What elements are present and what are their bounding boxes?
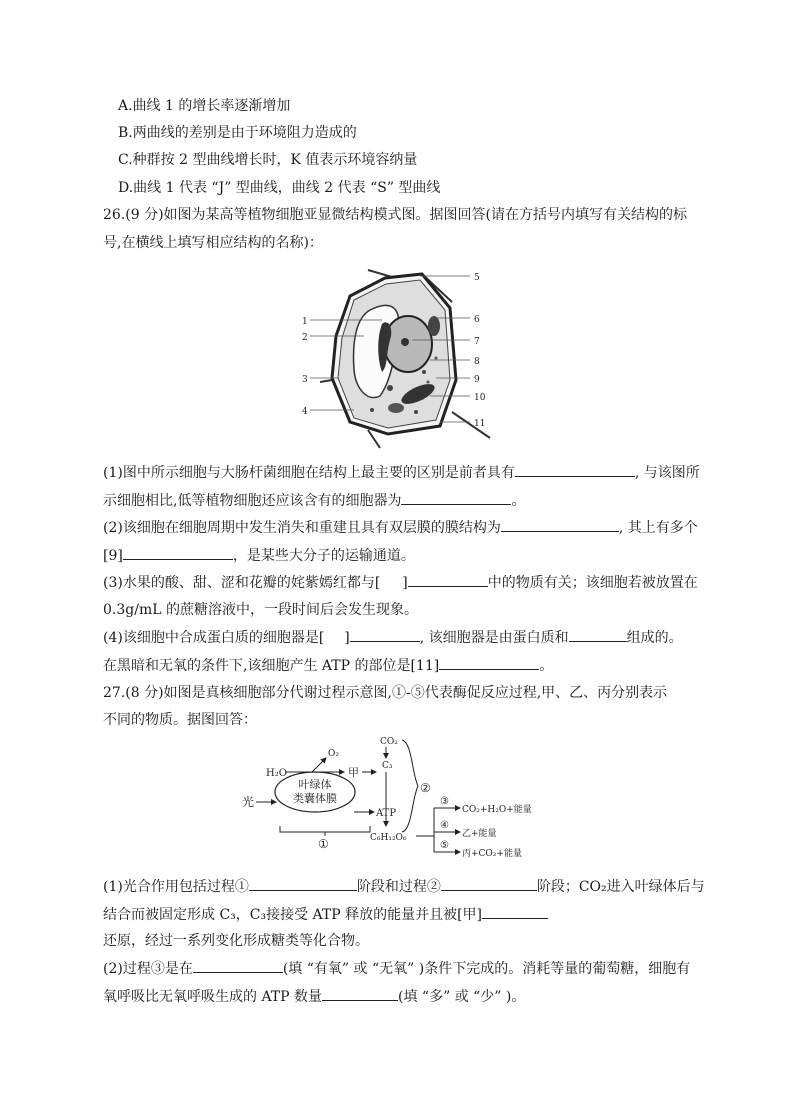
light-label: 光 xyxy=(242,795,255,809)
q26-part3-line1: (3)水果的酸、甜、涩和花瓣的姹紫嫣红都与[ ] 中的物质有关；该细胞若被放置在 xyxy=(103,572,698,593)
glucose-label: C₆H₁₂O₆ xyxy=(370,833,407,843)
q26-part4-line2: 在黑暗和无氧的条件下,该细胞产生 ATP 的部位是[11] 。 xyxy=(103,655,553,676)
answer-blank[interactable] xyxy=(193,958,283,973)
cell-label-7: 7 xyxy=(474,337,480,347)
answer-blank[interactable] xyxy=(350,627,420,642)
q27-part2-line1: (2)过程③是在 (填 “有氧” 或 “无氧” )条件下完成的。消耗等量的葡萄糖，细胞有 xyxy=(103,958,690,979)
process-5-label: ⑤ xyxy=(440,840,449,851)
answer-blank[interactable] xyxy=(401,490,511,505)
q26-stem-line2: 号,在横线上填写相应结构的名称)： xyxy=(103,235,323,251)
q26-part4-line1: (4)该细胞中合成蛋白质的细胞器是[ ] , 该细胞器是由蛋白质和 组成的。 xyxy=(103,627,683,648)
cell-label-3: 3 xyxy=(302,375,308,385)
aerobic-product-label: CO₂+H₂O+能量 xyxy=(462,805,532,815)
q26-part2-line2: [9] ，是某些大分子的运输通道。 xyxy=(103,545,415,566)
cell-label-8: 8 xyxy=(474,357,480,367)
cell-label-2: 2 xyxy=(302,333,308,343)
q26-part1-line2: 示细胞相比,低等植物细胞还应该含有的细胞器为 。 xyxy=(103,490,525,511)
cell-label-5: 5 xyxy=(474,273,480,283)
answer-blank[interactable] xyxy=(408,572,488,587)
cell-label-1: 1 xyxy=(302,317,308,327)
cell-label-11: 11 xyxy=(474,419,486,429)
q27-part1-line1: (1)光合作用包括过程① 阶段和过程② 阶段；CO₂进入叶绿体后与 xyxy=(103,876,705,897)
cell-label-4: 4 xyxy=(302,407,308,417)
answer-blank[interactable] xyxy=(515,462,635,477)
process-1-label: ① xyxy=(318,837,329,851)
process-3-label: ③ xyxy=(440,796,449,807)
chloroplast-label: 叶绿体 xyxy=(298,778,332,791)
q27-part1-line2: 结合而被固定形成 C₃，C₃接接受 ATP 释放的能量并且被[甲] xyxy=(103,904,548,925)
cell-label-10: 10 xyxy=(474,393,486,403)
option-a: A.曲线 1 的增长率逐渐增加 xyxy=(118,98,291,114)
atp-label: ATP xyxy=(376,808,397,819)
h2o-label: H₂O xyxy=(266,768,287,779)
answer-blank[interactable] xyxy=(439,655,539,670)
thylakoid-membrane-label: 类囊体膜 xyxy=(293,792,337,805)
plant-cell-figure xyxy=(290,262,510,452)
answer-blank[interactable] xyxy=(501,517,619,532)
cell-label-6: 6 xyxy=(474,315,480,325)
yi-product-label: 乙+能量 xyxy=(462,829,497,839)
bing-product-label: 丙+CO₂+能量 xyxy=(462,849,522,859)
cell-label-9: 9 xyxy=(474,375,480,385)
process-2-label: ② xyxy=(420,781,431,795)
process-4-label: ④ xyxy=(440,820,449,831)
q27-part1-line3: 还原，经过一系列变化形成糖类等化合物。 xyxy=(103,933,369,949)
answer-blank[interactable] xyxy=(482,904,548,919)
answer-blank[interactable] xyxy=(123,545,233,560)
q27-part2-line2: 氧呼吸比无氧呼吸生成的 ATP 数量 (填 “多” 或 “少” )。 xyxy=(103,986,525,1007)
q26-part3-line2: 0.3g/mL 的蔗糖溶液中，一段时间后会发生现象。 xyxy=(103,602,418,618)
metabolism-diagram xyxy=(240,734,560,866)
jia-label: 甲 xyxy=(348,766,359,779)
answer-blank[interactable] xyxy=(322,986,398,1001)
answer-blank[interactable] xyxy=(569,627,627,642)
co2-label: CO₂ xyxy=(380,737,398,747)
c3-label: C₃ xyxy=(382,761,393,771)
answer-blank[interactable] xyxy=(249,876,357,891)
option-c: C.种群按 2 型曲线增长时，K 值表示环境容纳量 xyxy=(118,152,418,168)
q27-stem-line1: 27.(8 分)如图是真核细胞部分代谢过程示意图,①-⑤代表酶促反应过程,甲、乙、丙分别表示 xyxy=(103,685,668,701)
q26-part1-line1: (1)图中所示细胞与大肠杆菌细胞在结构上最主要的区别是前者具有 , 与该图所 xyxy=(103,462,700,483)
q27-stem-line2: 不同的物质。据图回答： xyxy=(103,712,257,728)
option-b: B.两曲线的差别是由于环境阻力造成的 xyxy=(118,125,357,141)
answer-blank[interactable] xyxy=(441,876,537,891)
q26-stem-line1: 26.(9 分)如图为某高等植物细胞亚显微结构模式图。据图回答(请在方括号内填写有关结构的标 xyxy=(103,207,688,223)
option-d: D.曲线 1 代表 “J” 型曲线，曲线 2 代表 “S” 型曲线 xyxy=(118,180,441,196)
o2-label: O₂ xyxy=(328,749,339,759)
q26-part2-line1: (2)该细胞在细胞周期中发生消失和重建且具有双层膜的膜结构为 , 其上有多个 xyxy=(103,517,698,538)
